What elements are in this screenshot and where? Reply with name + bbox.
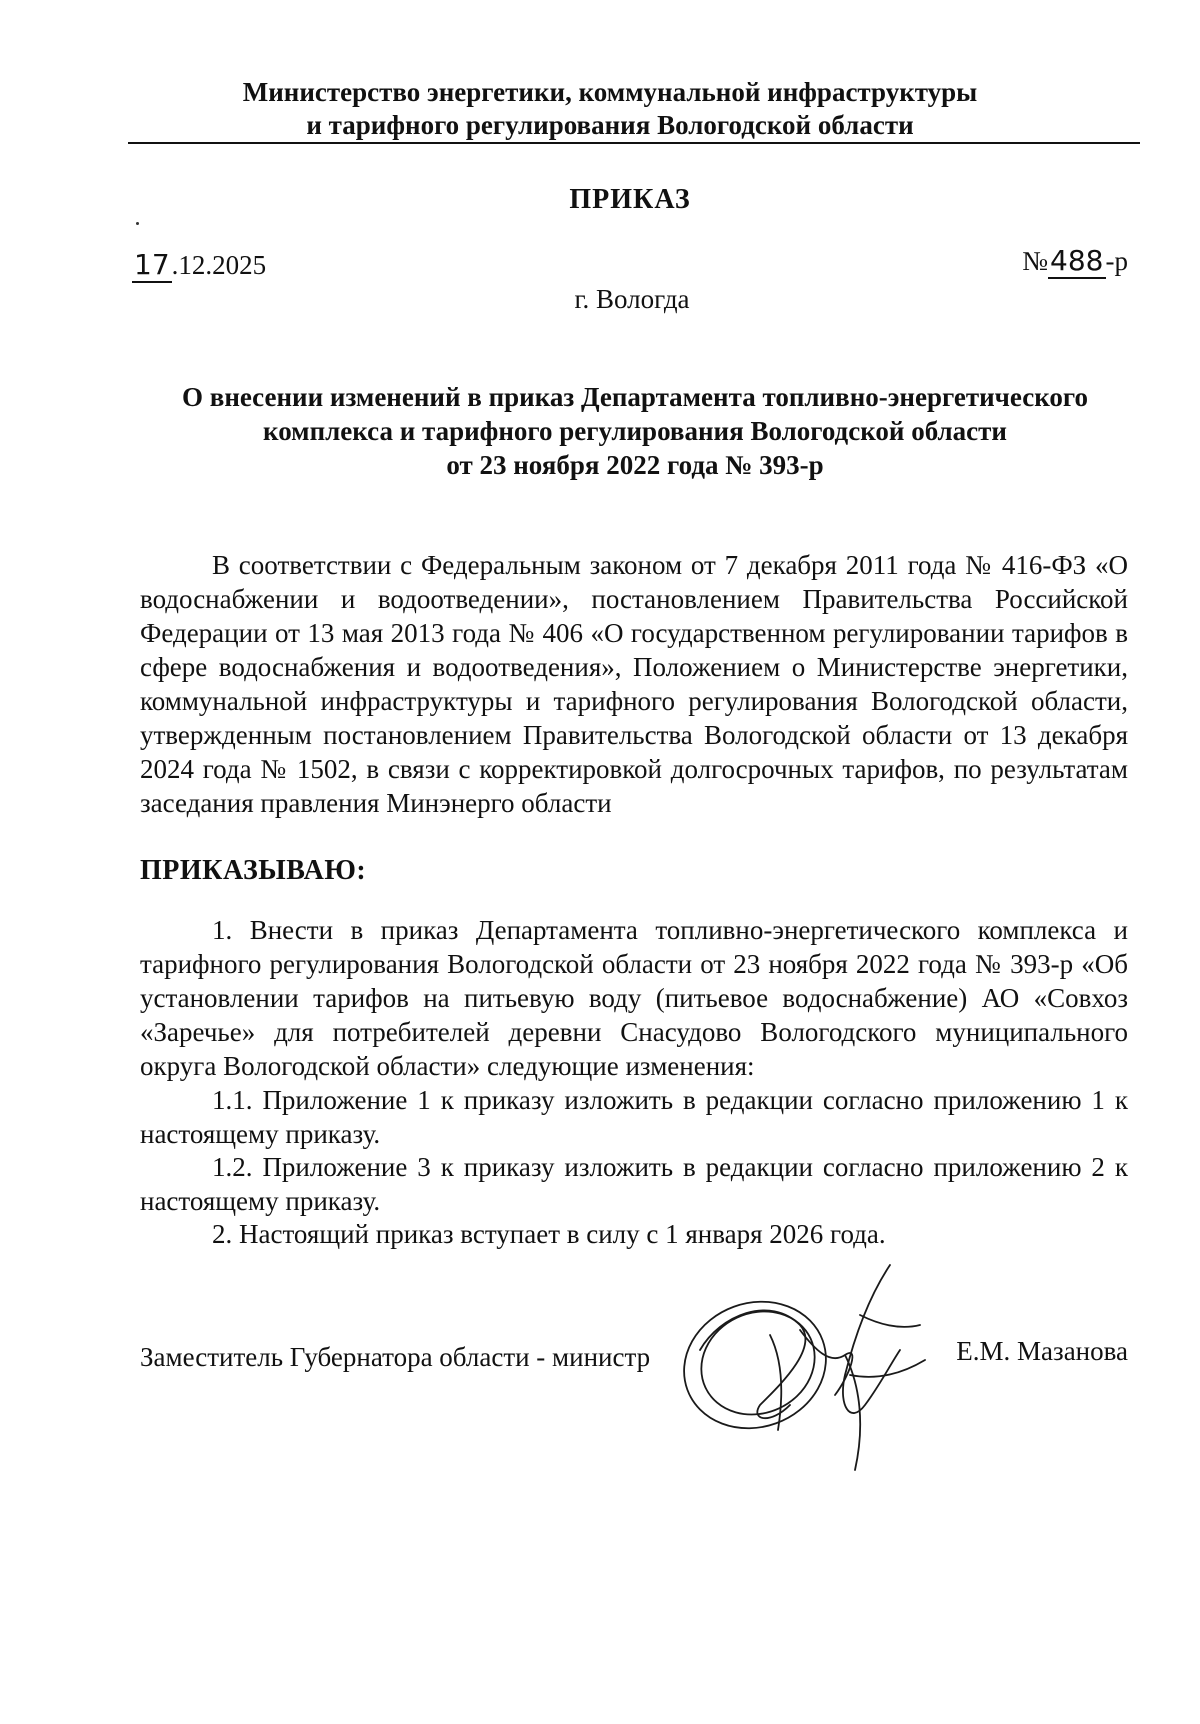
item-2: 2. Настоящий приказ вступает в силу с 1 января 2026 года. — [212, 1219, 886, 1249]
handwritten-number: 488 — [1050, 244, 1104, 277]
date-rest: .12.2025 — [171, 250, 267, 280]
item-1: 1. Внести в приказ Департамента топливно-энергетического комплекса и тарифного регулирования Вологодской области от 23 ноября 2022 года № 393-р «Об установлении тарифов на питьевую воду (питьевое водоснабжение) АО «Совхоз «Заречье» для потребителей деревни Снасудово Вологодского муниципального округа Вологодской области» следующие изменения: — [140, 915, 1128, 1081]
item-1-1: 1.1. Приложение 1 к приказу изложить в редакции согласно приложению 1 к настоящему приказу. — [140, 1085, 1128, 1149]
ministry-line-2: и тарифного регулирования Вологодской области — [306, 110, 914, 140]
subject-line-3: от 23 ноября 2022 года № 393-р — [446, 450, 824, 480]
subject-line-1: О внесении изменений в приказ Департамента топливно-энергетического — [181, 382, 1088, 412]
ministry-line-1: Министерство энергетики, коммунальной инфраструктуры — [242, 77, 978, 107]
header-rule — [128, 142, 1140, 144]
decree-word: ПРИКАЗЫВАЮ: — [140, 855, 367, 886]
order-title: ПРИКАЗ — [569, 184, 691, 215]
order-city: г. Вологда — [574, 284, 690, 314]
item-1-2: 1.2. Приложение 3 к приказу изложить в редакции согласно приложению 2 к настоящему приказу. — [140, 1152, 1128, 1216]
order-date — [132, 248, 266, 281]
ministry-header — [120, 76, 1100, 142]
handwritten-signature — [660, 1255, 970, 1475]
number-suffix: -р — [1105, 246, 1128, 276]
number-prefix: № — [1022, 246, 1049, 276]
signatory-name: Е.М. Мазанова — [956, 1336, 1128, 1366]
handwritten-day: 17 — [134, 248, 170, 281]
subject-line-2: комплекса и тарифного регулирования Вологодской области — [263, 416, 1007, 446]
basis-paragraph: В соответствии с Федеральным законом от 7 декабря 2011 года № 416-ФЗ «О водоснабжении и водоотведении», постановлением Правительства Российской Федерации от 13 мая 2013 года № 406 «О государственном регулировании тарифов в сфере водоснабжения и водоотведения», Положением о Министерстве энергетики, коммунальной инфраструктуры и тарифного регулирования Вологодской области, утвержденным постановлением Правительства Вологодской области от 13 декабря 2024 года № 1502, в связи с корректировкой долгосрочных тарифов, по результатам заседания правления Минэнерго области — [140, 550, 1128, 818]
signatory-position: Заместитель Губернатора области - министр — [140, 1342, 651, 1372]
order-subject — [140, 380, 1130, 482]
order-number — [1022, 244, 1128, 277]
scan-dot — [136, 222, 139, 225]
